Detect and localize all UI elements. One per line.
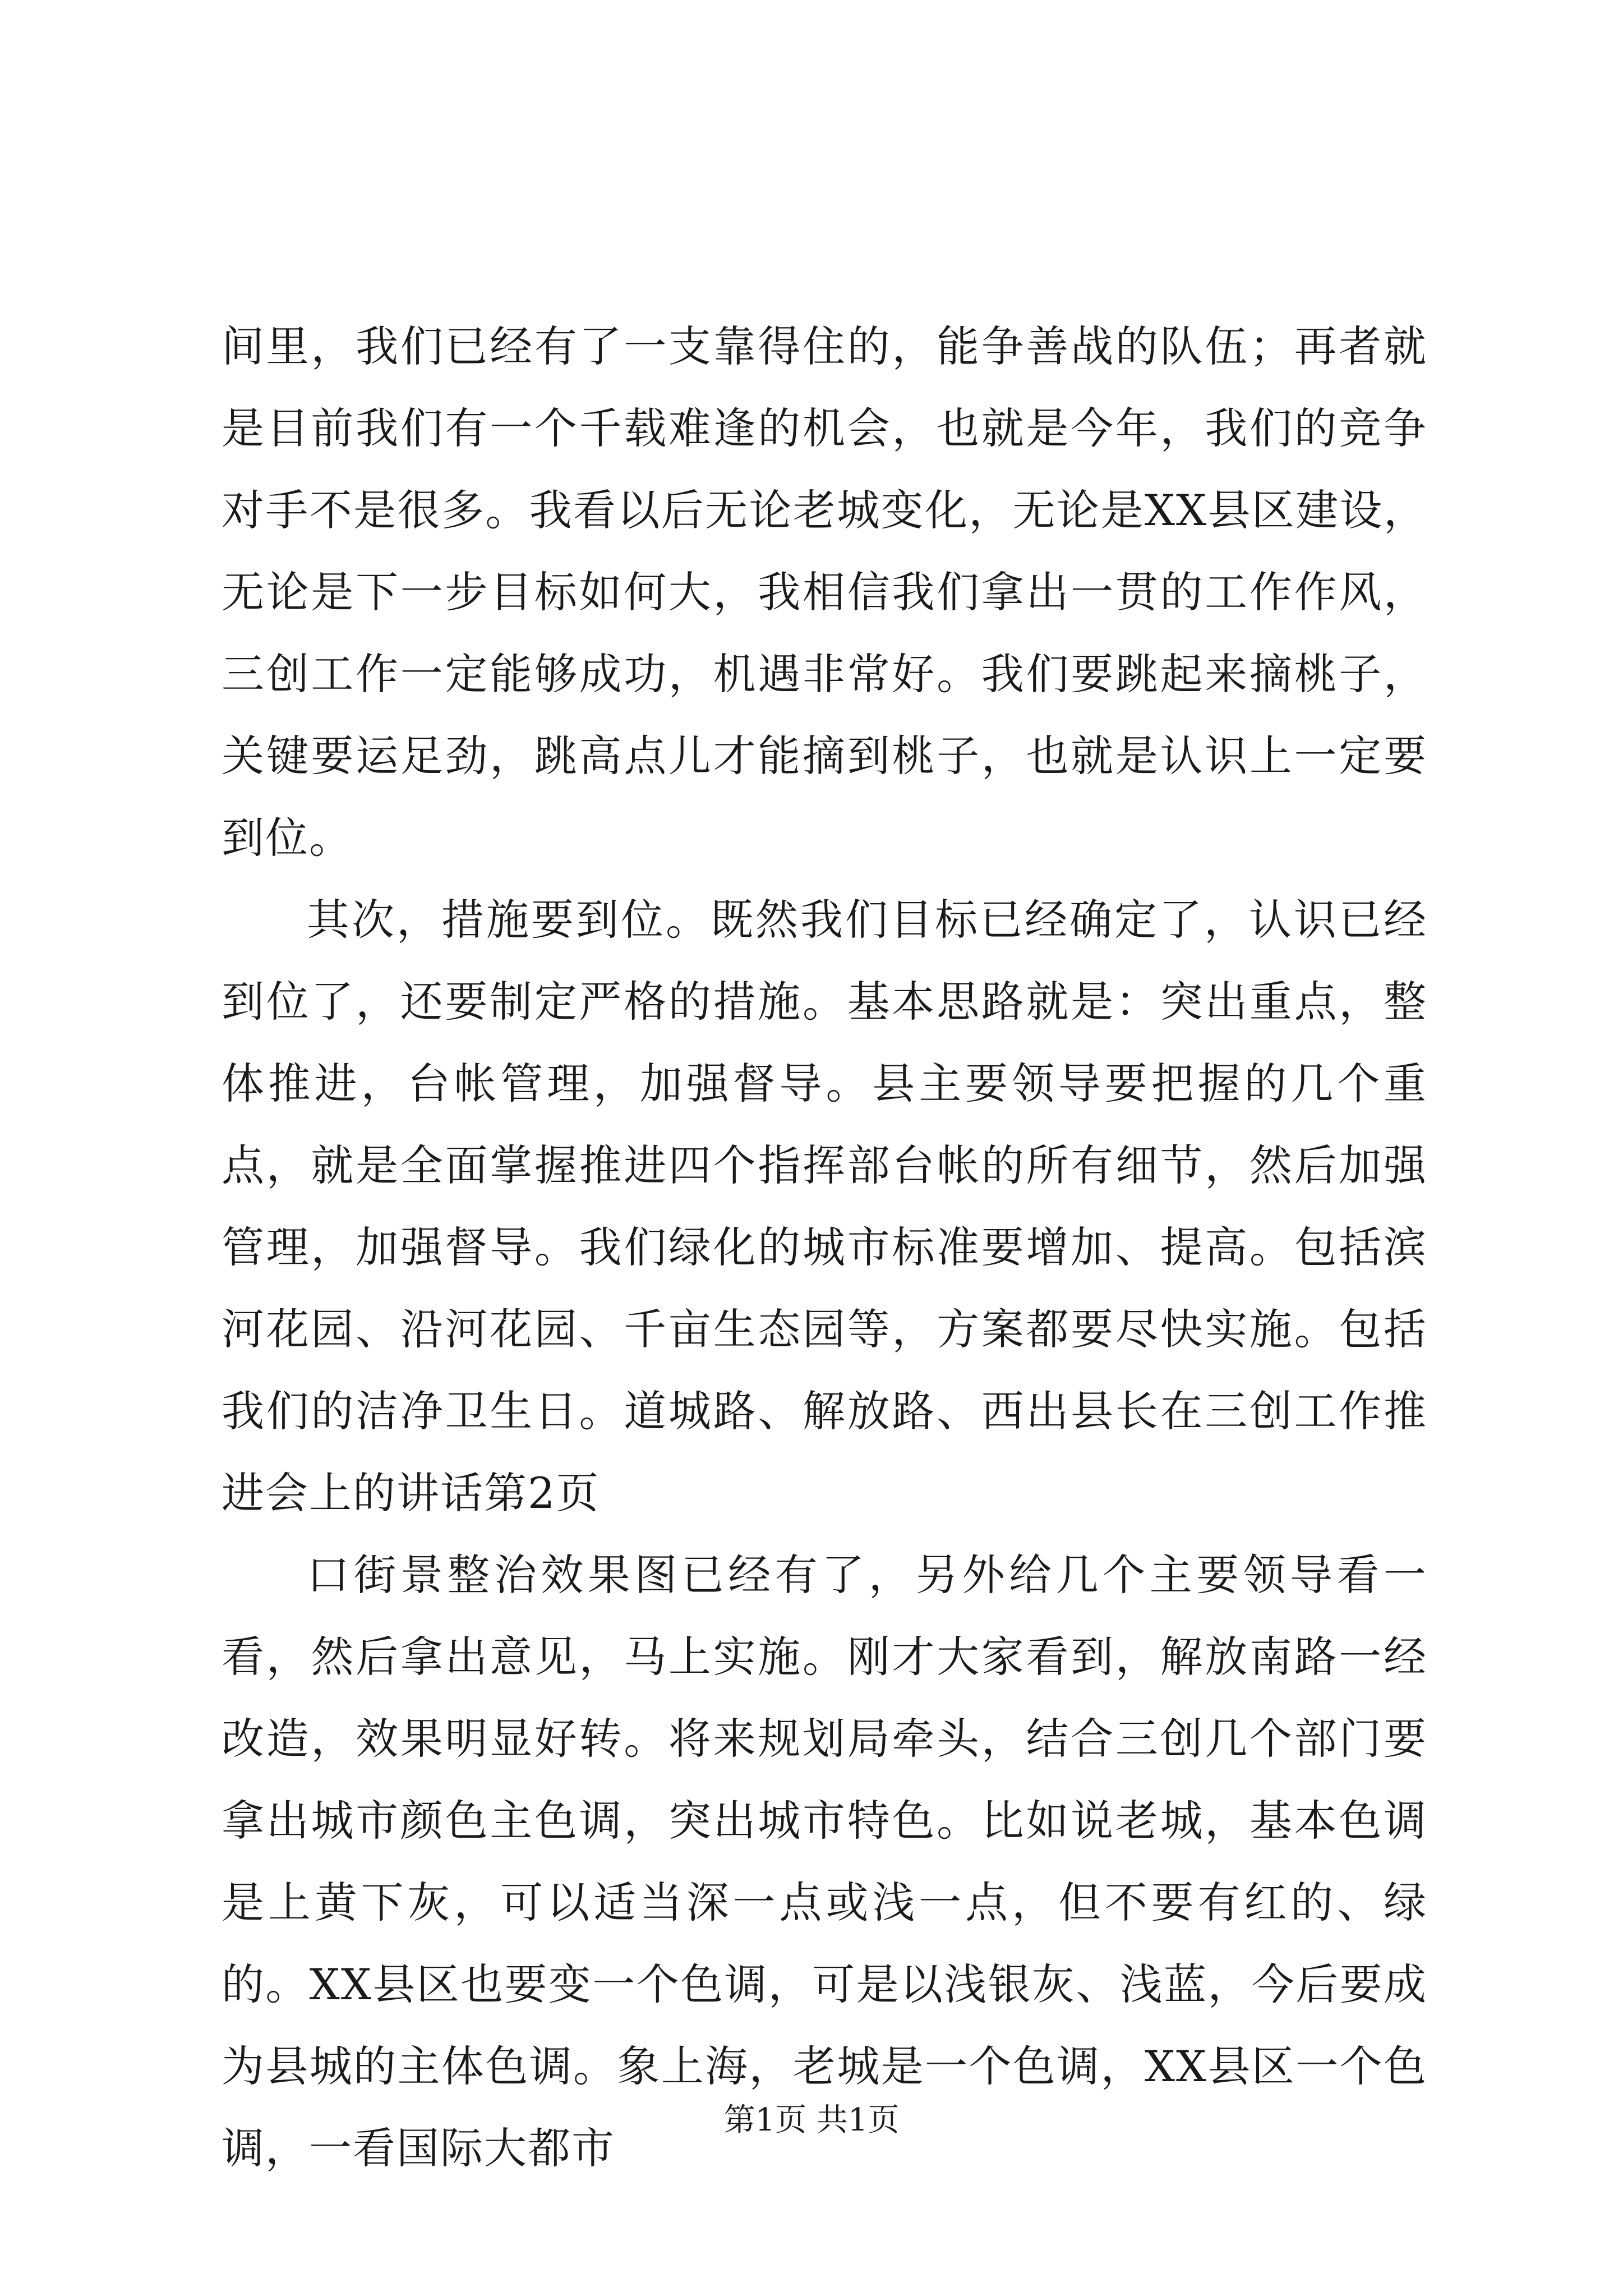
paragraph-1: 间里，我们已经有了一支靠得住的，能争善战的队伍；再者就是目前我们有一个千载难逢的机会，也就是今年，我们的竞争对手不是很多。我看以后无论老城变化，无论是XX县区建设，无论是下一步目标如何大，我相信我们拿出一贯的工作作风，三创工作一定能够成功，机遇非常好。我们要跳起来摘桃子，关键要运足劲，跳高点儿才能摘到桃子，也就是认识上一定要到位。 bbox=[222, 321, 1427, 863]
paragraph-2: 其次，措施要到位。既然我们目标已经确定了，认识已经到位了，还要制定严格的措施。基本思路就是：突出重点，整体推进，台帐管理，加强督导。县主要领导要把握的几个重点，就是全面掌握推进四个指挥部台帐的所有细节，然后加强管理，加强督导。我们绿化的城市标准要增加、提高。包括滨河花园、沿河花园、千亩生态园等，方案都要尽快实施。包括我们的洁净卫生日。道城路、解放路、西出县长在三创工作推进会上的讲话第2页 bbox=[222, 895, 1427, 1518]
paragraph-3: 口街景整治效果图已经有了，另外给几个主要领导看一看，然后拿出意见，马上实施。刚才大家看到，解放南路一经改造，效果明显好转。将来规划局牵头，结合三创几个部门要拿出城市颜色主色调，突出城市特色。比如说老城，基本色调是上黄下灰，可以适当深一点或浅一点，但不要有红的、绿的。XX县区也要变一个色调，可是以浅银灰、浅蓝，今后要成为县城的主体色调。象上海，老城是一个色调，XX县区一个色调，一看国际大都市 bbox=[222, 1550, 1427, 2173]
document-body bbox=[222, 306, 1427, 2189]
page-footer: 第1页 共1页 bbox=[723, 2102, 900, 2138]
